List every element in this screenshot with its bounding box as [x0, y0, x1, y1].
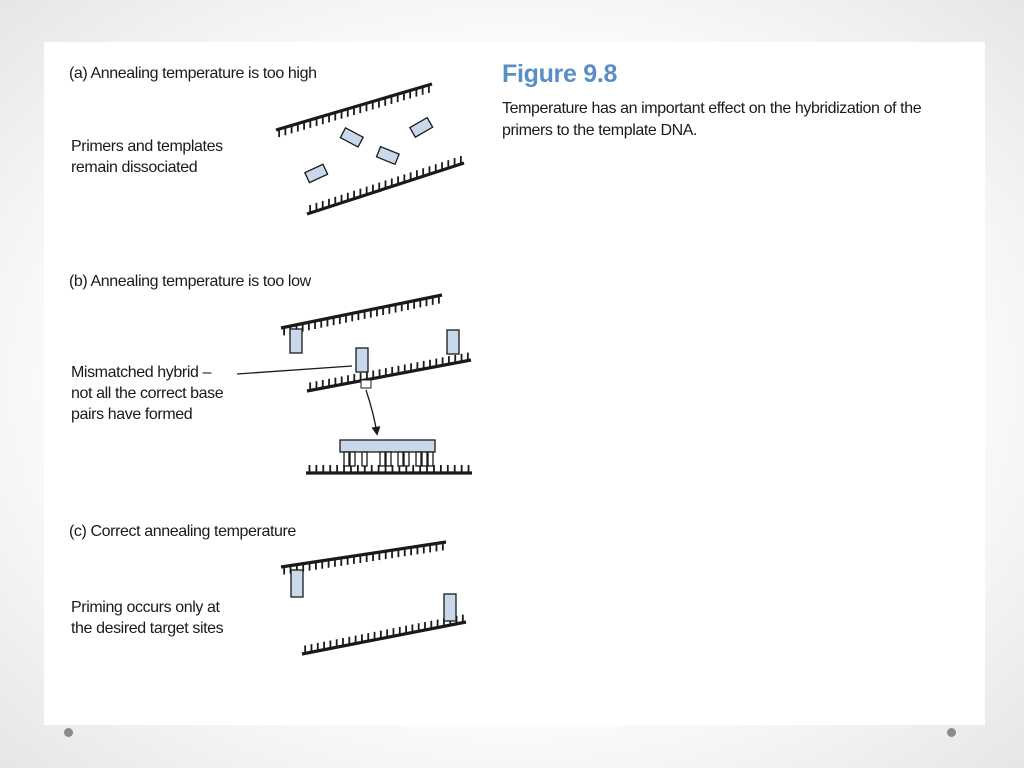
zoom-arrow	[366, 390, 377, 434]
bound-primer	[291, 570, 303, 597]
base-pair	[416, 452, 421, 466]
panel-c-heading: (c) Correct annealing temperature	[69, 523, 296, 540]
template-strand-b-top	[281, 295, 442, 335]
panel-a-heading: (a) Annealing temperature is too high	[69, 65, 317, 82]
panel-c-illustration	[281, 542, 466, 654]
base-pair	[404, 452, 409, 466]
template-strand-a-bottom	[307, 156, 464, 214]
base-pair	[350, 452, 355, 466]
panel-b-description: Mismatched hybrid – not all the correct base pairs have formed	[71, 364, 224, 423]
base-pair	[380, 452, 385, 466]
magnified-primer	[340, 440, 435, 452]
slide-decoration-dot-left	[64, 728, 73, 737]
free-primer	[410, 118, 433, 138]
base-pairs	[344, 452, 433, 466]
slide-decoration-dot-right	[947, 728, 956, 737]
mismatched-primer	[356, 348, 368, 372]
panel-b-illustration	[237, 295, 472, 473]
panel-a-illustration	[276, 84, 464, 214]
mismatch-site	[361, 380, 371, 388]
figure-caption: Temperature has an important effect on the hybridization of the primers to the template DNA.	[502, 100, 922, 139]
base-pair	[362, 452, 367, 466]
free-primer	[376, 147, 399, 165]
base-pair	[422, 452, 427, 466]
bound-primer	[444, 594, 456, 621]
bound-primer	[290, 329, 302, 353]
bound-primer	[447, 330, 459, 354]
template-strand-c-top	[281, 542, 446, 575]
panel-a-description: Primers and templates remain dissociated	[71, 138, 223, 176]
template-strand-b-bottom	[307, 353, 471, 391]
free-primer	[305, 164, 328, 182]
slide	[44, 42, 985, 725]
strand-backbone	[281, 295, 442, 328]
base-pair	[398, 452, 403, 466]
base-pair	[344, 452, 349, 466]
template-strand-a-top	[276, 84, 432, 137]
mismatch-pointer-line	[237, 366, 352, 374]
base-pair	[428, 452, 433, 466]
panel-b-heading: (b) Annealing temperature is too low	[69, 273, 311, 290]
template-strand-c-bottom	[302, 615, 466, 654]
strand-backbone	[307, 360, 471, 391]
strand-backbone	[281, 542, 446, 567]
figure-title: Figure 9.8	[502, 60, 618, 88]
annealing-diagram	[44, 42, 985, 725]
free-primer	[340, 128, 363, 147]
panel-c-description: Priming occurs only at the desired target sites	[71, 599, 224, 637]
base-pair	[386, 452, 391, 466]
strand-backbone	[302, 622, 466, 654]
